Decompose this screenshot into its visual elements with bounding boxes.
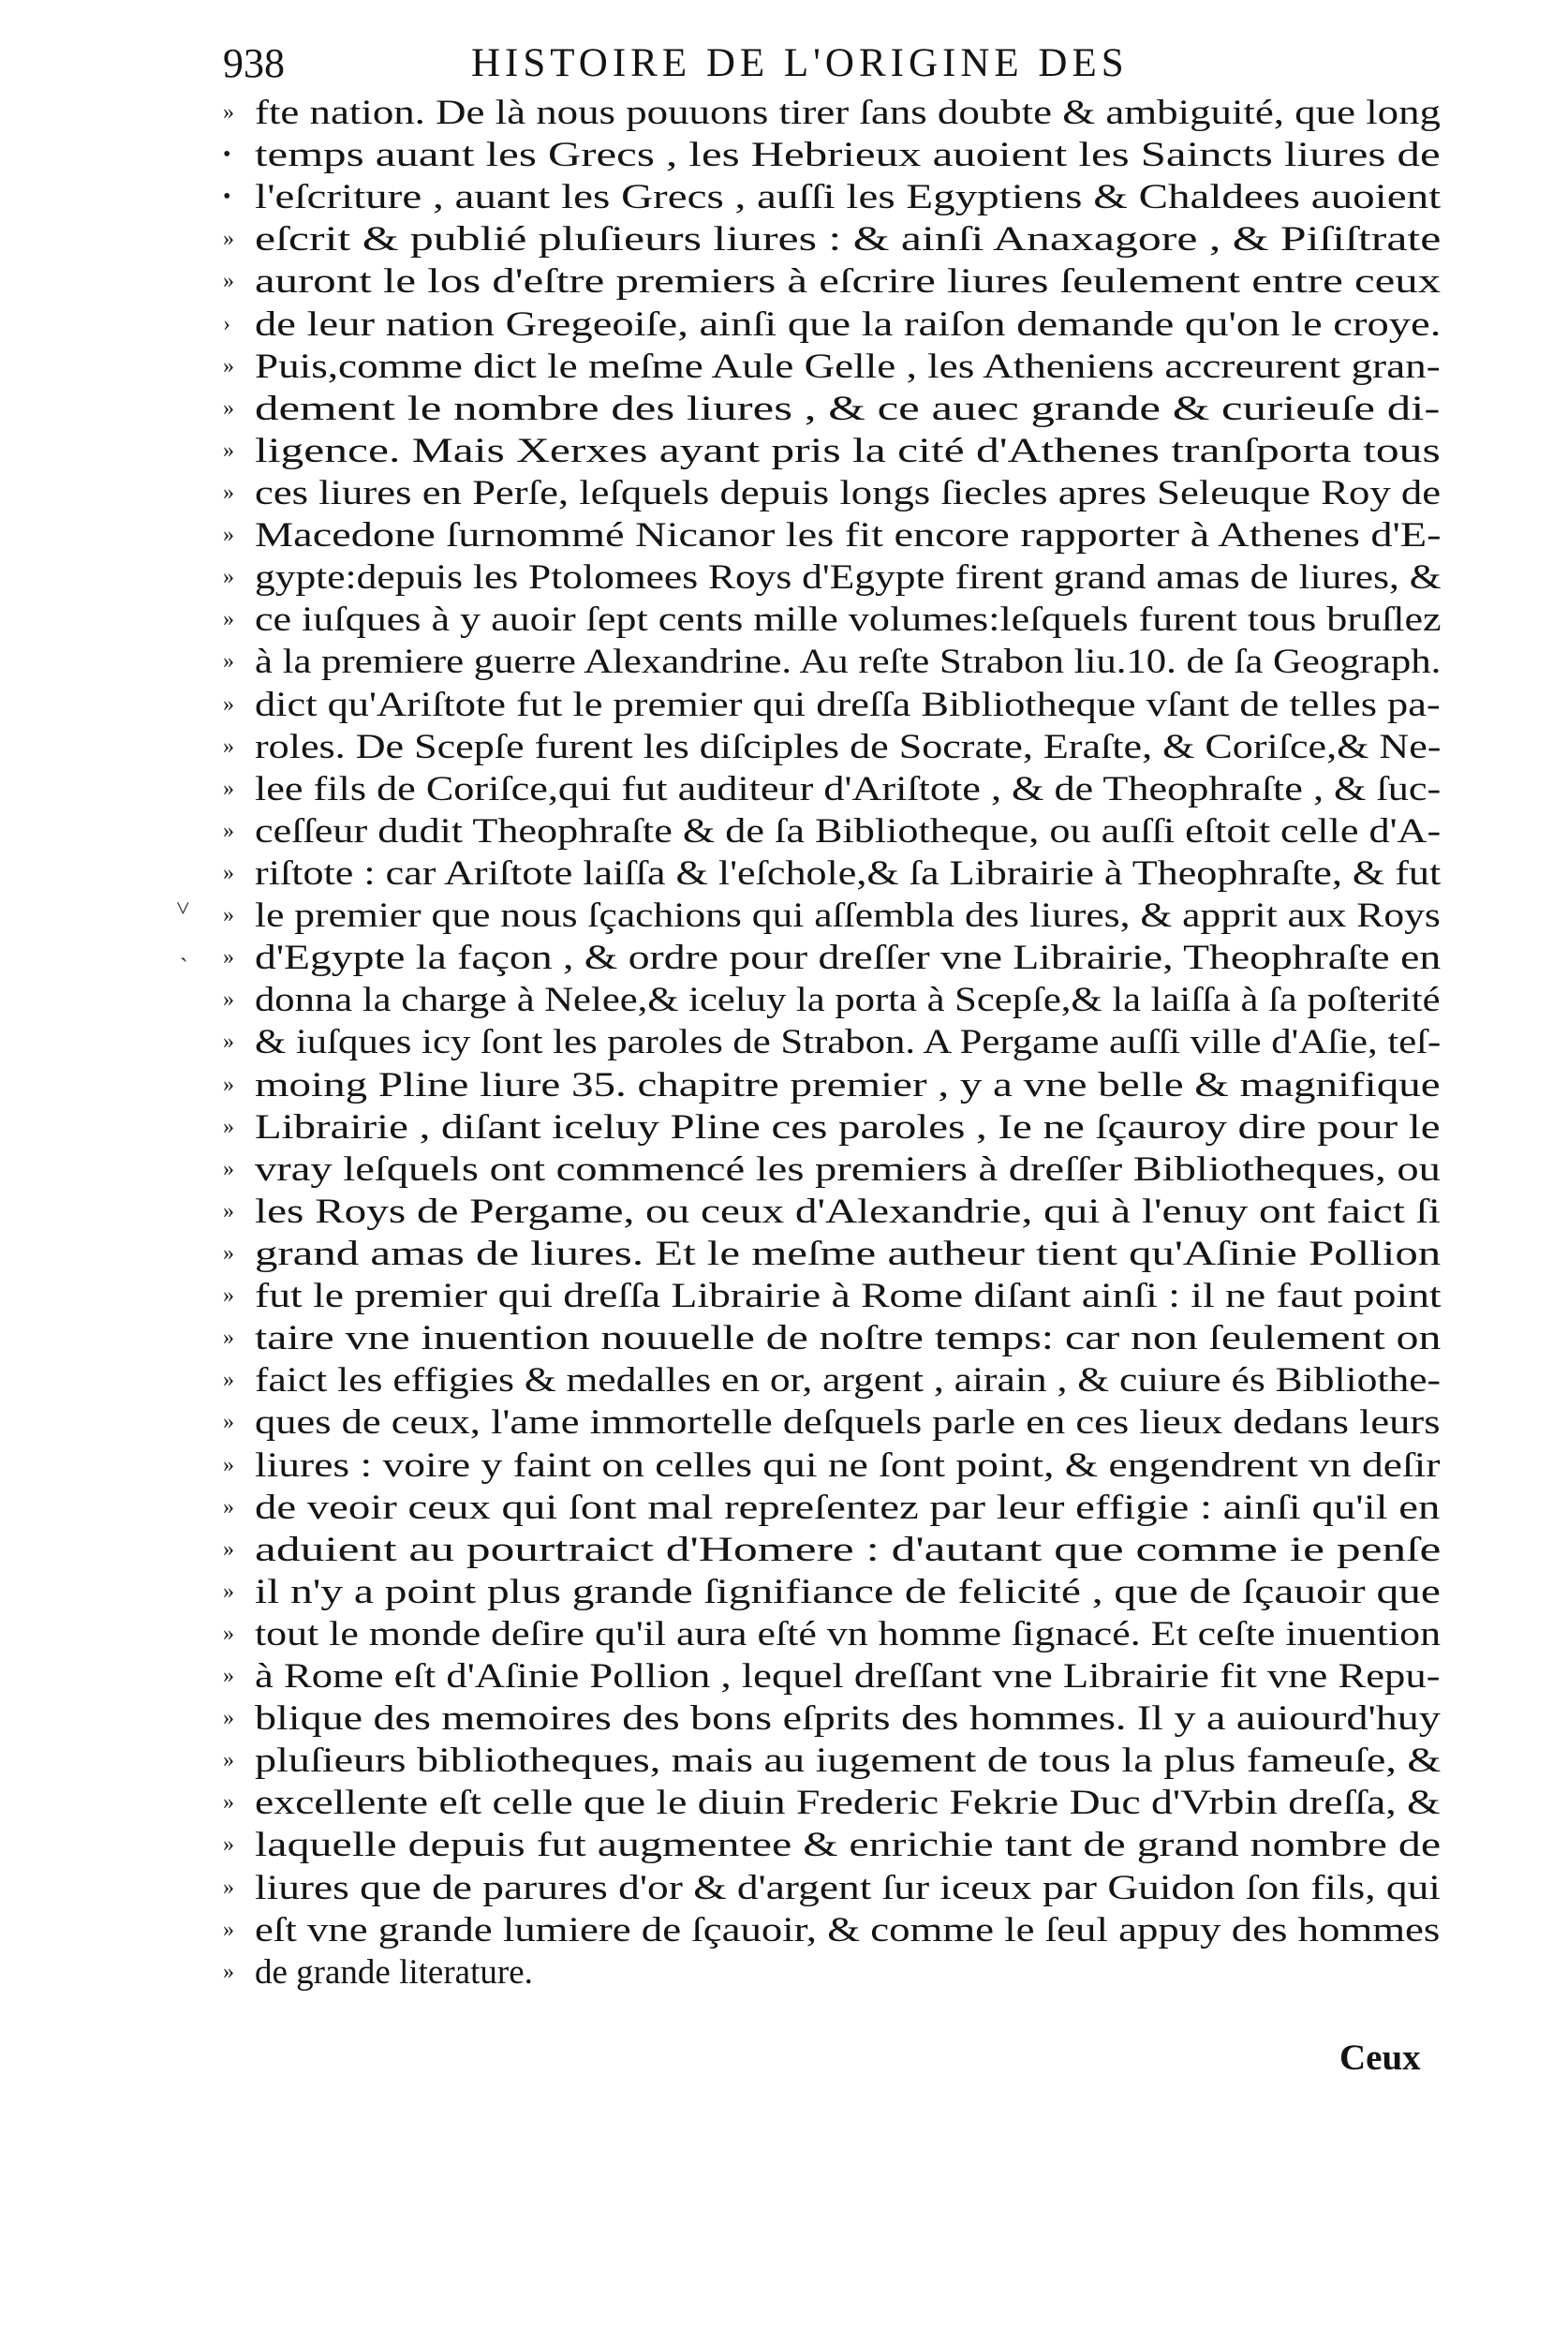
text-line [223, 1697, 1441, 1740]
line-text: ces liures en Perſe, leſquels depuis longs ſiecles apres Seleuque Roy de [255, 473, 1442, 512]
text-line [223, 1529, 1441, 1571]
quotation-mark: » [223, 1326, 234, 1351]
body-text [223, 92, 1441, 1994]
line-text: gypte:depuis les Ptolomees Roys d'Egypte firent grand amas de liures, & [255, 558, 1442, 598]
quotation-mark: » [223, 100, 234, 125]
quotation-mark: » [223, 1368, 234, 1393]
text-line [223, 1951, 1441, 1994]
quotation-mark: » [223, 987, 234, 1013]
line-text: auront le los d'eſtre premiers à eſcrire liures ſeulement entre ceux [255, 262, 1442, 302]
line-text: temps auant les Grecs , les Hebrieux auoient les Saincts liures de [255, 136, 1441, 175]
quotation-mark: » [223, 1579, 234, 1604]
line-text: de grande literature. [255, 1952, 533, 1992]
text-line [223, 768, 1441, 810]
quotation-mark: » [223, 691, 234, 717]
text-line [223, 514, 1441, 556]
line-text: l'eſcriture , auant les Grecs , auſſi les Egyptiens & Chaldees auoient [255, 178, 1442, 217]
quotation-mark: » [223, 1452, 234, 1477]
line-text: taire vne inuention nouuelle de noſtre temps: car non ſeulement on [255, 1319, 1442, 1358]
text-line [223, 599, 1441, 641]
line-text: faict les effigies & medalles en or, argent , airain , & cuiure és Bibliothe- [255, 1361, 1442, 1401]
text-line [223, 1106, 1441, 1149]
text-line [223, 388, 1441, 430]
quotation-mark: » [223, 353, 234, 378]
quotation-mark: • [223, 185, 231, 210]
quotation-mark: » [223, 1959, 234, 1984]
text-line [223, 1867, 1441, 1909]
line-text: Puis,comme dict le meſme Aule Gelle , les Atheniens accreurent gran- [255, 347, 1441, 386]
text-line [223, 1445, 1441, 1487]
text-line [223, 641, 1441, 683]
text-line [223, 92, 1441, 134]
quotation-mark: » [223, 227, 234, 252]
line-text: lee fils de Coriſce,qui fut auditeur d'Ariſtote , & de Theophraſte , & ſuc- [255, 769, 1442, 808]
line-text: fut le premier qui dreſſa Librairie à Rome diſant ainſi : il ne faut point [255, 1277, 1442, 1316]
line-text: à la premiere guerre Alexandrine. Au reſte Strabon liu.10. de ſa Geograph. [255, 643, 1442, 682]
text-line [223, 895, 1441, 937]
line-text: Macedone ſurnommé Nicanor les fit encore rapporter à Athenes d'E- [255, 516, 1442, 556]
margin-tick-mark: ˅ [176, 895, 190, 922]
quotation-mark: » [223, 437, 234, 463]
text-line [223, 260, 1441, 303]
quotation-mark: » [223, 1832, 234, 1858]
margin-tick-mark: ˎ [180, 935, 188, 962]
quotation-mark: » [223, 1748, 234, 1773]
text-line [223, 1191, 1441, 1233]
line-text: ques de ceux, l'ame immortelle deſquels parle en ces lieux dedans leurs [255, 1403, 1441, 1443]
quotation-mark: » [223, 269, 234, 294]
text-line [223, 852, 1441, 895]
page-number: 938 [223, 40, 285, 86]
quotation-mark: » [223, 776, 234, 801]
line-text: liures : voire y faint on celles qui ne ſont point, & engendrent vn deſir [255, 1445, 1441, 1485]
text-line [223, 1021, 1441, 1063]
running-title: HISTOIRE DE L'ORIGINE DES [471, 41, 1129, 85]
line-text: de veoir ceux qui ſont mal repreſentez par leur effigie : ainſi qu'il en [255, 1488, 1441, 1527]
text-line [223, 556, 1441, 599]
line-text: vray leſquels ont commencé les premiers à dreſſer Bibliotheques, ou [255, 1149, 1441, 1189]
quotation-mark: » [223, 1790, 234, 1816]
text-line [223, 1064, 1441, 1106]
text-line [223, 1487, 1441, 1529]
text-line [223, 1149, 1441, 1191]
quotation-mark: » [223, 1198, 234, 1223]
line-text: dement le nombre des liures , & ce auec grande & curieuſe di- [255, 389, 1441, 428]
text-line [223, 1824, 1441, 1866]
text-line [223, 1613, 1441, 1655]
line-text: eſt vne grande lumiere de ſçauoir, & comme le ſeul appuy des hommes [255, 1910, 1441, 1949]
line-text: grand amas de liures. Et le meſme autheur tient qu'Aſinie Pollion [255, 1234, 1442, 1273]
line-text: laquelle depuis fut augmentee & enrichie tant de grand nombre de [255, 1826, 1442, 1865]
quotation-mark: • [223, 142, 231, 168]
line-text: liures que de parures d'or & d'argent ſur iceux par Guidon ſon fils, qui [255, 1868, 1441, 1907]
quotation-mark: » [223, 649, 234, 674]
quotation-mark: » [223, 395, 234, 421]
quotation-mark: » [223, 1240, 234, 1266]
text-line [223, 1655, 1441, 1697]
line-text: eſcrit & publié pluſieurs liures : & ainſi Anaxagore , & Piſiſtrate [255, 220, 1442, 259]
quotation-mark: » [223, 1030, 234, 1055]
quotation-mark: » [223, 1875, 234, 1900]
quotation-mark: » [223, 860, 234, 885]
text-line [223, 979, 1441, 1021]
quotation-mark: » [223, 903, 234, 928]
line-text: fte nation. De là nous pouuons tirer ſans doubte & ambiguité, que long [255, 94, 1441, 132]
text-line [223, 1740, 1441, 1782]
text-line [223, 218, 1441, 260]
text-line [223, 1782, 1441, 1824]
text-line [223, 810, 1441, 852]
line-text: blique des memoires des bons eſprits des hommes. Il y a auiourd'huy [255, 1699, 1441, 1739]
quotation-mark: » [223, 1156, 234, 1181]
text-line [223, 1401, 1441, 1444]
line-text: d'Egypte la façon , & ordre pour dreſſer vne Librairie, Theophraſte en [255, 939, 1442, 978]
line-text: le premier que nous ſçachions qui aſſembla des liures, & apprit aux Roys [255, 897, 1441, 936]
quotation-mark: » [223, 1494, 234, 1519]
line-text: tout le monde deſire qu'il aura eſté vn homme ſignacé. Et ceſte inuention [255, 1614, 1442, 1653]
text-line [223, 472, 1441, 514]
text-line [223, 430, 1441, 472]
catchword: Ceux [1339, 2038, 1421, 2078]
line-text: moing Pline liure 35. chapitre premier , y a vne belle & magnifique [255, 1065, 1441, 1104]
quotation-mark: » [223, 734, 234, 759]
line-text: dict qu'Ariſtote fut le premier qui dreſſa Bibliotheque vſant de telles pa- [255, 685, 1441, 724]
line-text: excellente eſt celle que le diuin Frederic Fekrie Duc d'Vrbin dreſſa, & [255, 1784, 1441, 1823]
text-line [223, 346, 1441, 388]
line-text: riſtote : car Ariſtote laiſſa & l'eſchole,& ſa Librairie à Theophraſte, & fut [255, 853, 1442, 893]
quotation-mark: » [223, 1283, 234, 1309]
text-line [223, 726, 1441, 768]
text-line [223, 176, 1441, 218]
quotation-mark: » [223, 1621, 234, 1646]
quotation-mark: » [223, 1072, 234, 1097]
line-text: roles. De Scepſe furent les diſciples de Socrate, Eraſte, & Coriſce,& Ne- [255, 727, 1442, 766]
line-text: pluſieurs bibliotheques, mais au iugement de tous la plus fameuſe, & [255, 1742, 1442, 1781]
quotation-mark: » [223, 818, 234, 843]
line-text: ce iuſques à y auoir ſept cents mille volumes:leſquels furent tous bruſlez [255, 600, 1442, 640]
line-text: ligence. Mais Xerxes ayant pris la cité d'Athenes tranſporta tous [255, 431, 1441, 470]
line-text: & iuſques icy ſont les paroles de Strabon. A Pergame auſſi ville d'Aſie, teſ- [255, 1023, 1442, 1062]
line-text: ceſſeur dudit Theophraſte & de ſa Bibliotheque, ou auſſi eſtoit celle d'A- [255, 811, 1442, 851]
quotation-mark: › [223, 311, 230, 336]
text-line [223, 304, 1441, 346]
quotation-mark: » [223, 565, 234, 590]
quotation-mark: » [223, 1706, 234, 1731]
quotation-mark: » [223, 607, 234, 632]
text-line [223, 1233, 1441, 1275]
quotation-mark: » [223, 1536, 234, 1562]
line-text: les Roys de Pergame, ou ceux d'Alexandrie, qui à l'enuy ont faict ſi [255, 1192, 1441, 1231]
line-text: à Rome eſt d'Aſinie Pollion , lequel dreſſant vne Librairie fit vne Repu- [255, 1657, 1441, 1697]
line-text: aduient au pourtraict d'Homere : d'autant que comme ie penſe [255, 1530, 1442, 1569]
page-header [223, 36, 1441, 92]
text-line [223, 1909, 1441, 1951]
line-text: donna la charge à Nelee,& iceluy la porta à Scepſe,& la laiſſa à ſa poſterité [255, 981, 1441, 1020]
quotation-mark: » [223, 1917, 234, 1942]
text-line [223, 1359, 1441, 1401]
quotation-mark: » [223, 1114, 234, 1139]
line-text: Librairie , diſant iceluy Pline ces paroles , Ie ne ſçauroy dire pour le [255, 1107, 1441, 1147]
quotation-mark: » [223, 1410, 234, 1435]
text-line [223, 1317, 1441, 1359]
line-text: de leur nation Gregeoiſe, ainſi que la raiſon demande qu'on le croye. [255, 304, 1442, 344]
line-text: il n'y a point plus grande ſignifiance de felicité , que de ſçauoir que [255, 1572, 1441, 1611]
text-line [223, 1571, 1441, 1613]
quotation-mark: » [223, 1664, 234, 1689]
quotation-mark: » [223, 480, 234, 505]
quotation-mark: » [223, 945, 234, 971]
text-line [223, 1275, 1441, 1317]
text-line [223, 134, 1441, 176]
quotation-mark: » [223, 523, 234, 548]
text-line [223, 937, 1441, 979]
text-line [223, 684, 1441, 726]
